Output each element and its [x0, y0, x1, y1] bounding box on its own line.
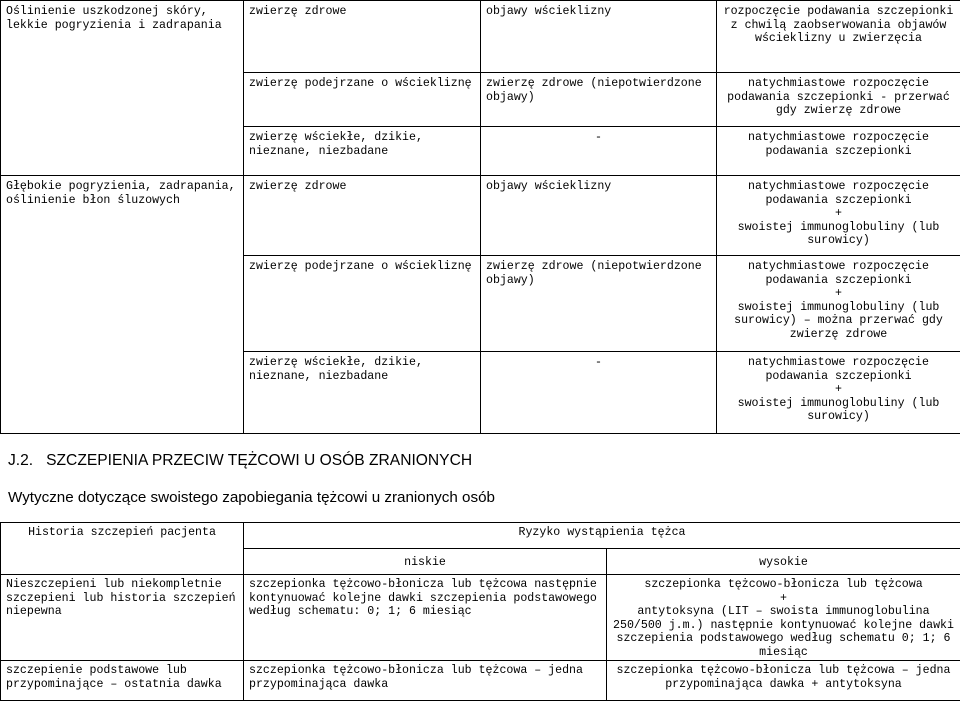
- observation-cell: objawy wścieklizny: [481, 176, 717, 256]
- table-row: [1, 661, 960, 701]
- action-cell: natychmiastowe rozpoczęcie podawania szczepionki + swoistej immunoglobuliny (lub surowicy): [717, 176, 960, 256]
- observation-cell: -: [481, 127, 717, 176]
- animal-cell: zwierzę wściekłe, dzikie, nieznane, niezbadane: [244, 127, 481, 176]
- action-cell: natychmiastowe rozpoczęcie podawania szczepionki + swoistej immunoglobuliny (lub surowicy): [717, 352, 960, 434]
- high-risk-cell: szczepionka tężcowo-błonicza lub tężcowa – jedna przypominająca dawka + antytoksyna: [607, 661, 960, 701]
- table-row: [1, 1, 960, 73]
- section-subheading: Wytyczne dotyczące swoistego zapobiegania tężcowi u zranionych osób: [8, 489, 495, 506]
- observation-cell: objawy wścieklizny: [481, 1, 717, 73]
- exposure-cell: Oślinienie uszkodzonej skóry, lekkie pogryzienia i zadrapania: [1, 1, 244, 176]
- animal-cell: zwierzę podejrzane o wściekliznę: [244, 73, 481, 127]
- history-cell: szczepienie podstawowe lub przypominające – ostatnia dawka: [1, 661, 244, 701]
- tetanus-prophylaxis-table: [0, 522, 960, 701]
- low-risk-cell: szczepionka tężcowo-błonicza lub tężcowa – jedna przypominająca dawka: [244, 661, 607, 701]
- low-risk-cell: szczepionka tężcowo-błonicza lub tężcowa następnie kontynuować kolejne dawki szczepienia podstawowego według schematu: 0; 1; 6 miesiąc: [244, 575, 607, 661]
- action-cell: natychmiastowe rozpoczęcie podawania szczepionki + swoistej immunoglobuliny (lub surowicy) – można przerwać gdy zwierzę zdrowe: [717, 256, 960, 352]
- action-cell: rozpoczęcie podawania szczepionki z chwilą zaobserwowania objawów wścieklizny u zwierzęcia: [717, 1, 960, 73]
- table-header-row: [1, 523, 960, 549]
- table-row: [1, 176, 960, 256]
- table-row: [1, 575, 960, 661]
- animal-cell: zwierzę zdrowe: [244, 176, 481, 256]
- observation-cell: -: [481, 352, 717, 434]
- animal-cell: zwierzę podejrzane o wściekliznę: [244, 256, 481, 352]
- section-heading: J.2. SZCZEPIENIA PRZECIW TĘŻCOWI U OSÓB ZRANIONYCH: [8, 452, 472, 470]
- action-cell: natychmiastowe rozpoczęcie podawania szczepionki: [717, 127, 960, 176]
- observation-cell: zwierzę zdrowe (niepotwierdzone objawy): [481, 256, 717, 352]
- animal-cell: zwierzę zdrowe: [244, 1, 481, 73]
- action-cell: natychmiastowe rozpoczęcie podawania szczepionki - przerwać gdy zwierzę zdrowe: [717, 73, 960, 127]
- history-header: Historia szczepień pacjenta: [1, 523, 244, 575]
- animal-cell: zwierzę wściekłe, dzikie, nieznane, niezbadane: [244, 352, 481, 434]
- high-risk-cell: szczepionka tężcowo-błonicza lub tężcowa + antytoksyna (LIT – swoista immunoglobulina 250/500 j.m.) następnie kontynuować kolejne dawki szczepienia podstawowego według schematu 0; 1; 6 miesiąc: [607, 575, 960, 661]
- risk-header: Ryzyko wystąpienia tężca: [244, 523, 960, 549]
- exposure-cell: Głębokie pogryzienia, zadrapania, oślinienie błon śluzowych: [1, 176, 244, 434]
- observation-cell: zwierzę zdrowe (niepotwierdzone objawy): [481, 73, 717, 127]
- low-risk-header: niskie: [244, 549, 607, 575]
- high-risk-header: wysokie: [607, 549, 960, 575]
- history-cell: Nieszczepieni lub niekompletnie szczepieni lub historia szczepień niepewna: [1, 575, 244, 661]
